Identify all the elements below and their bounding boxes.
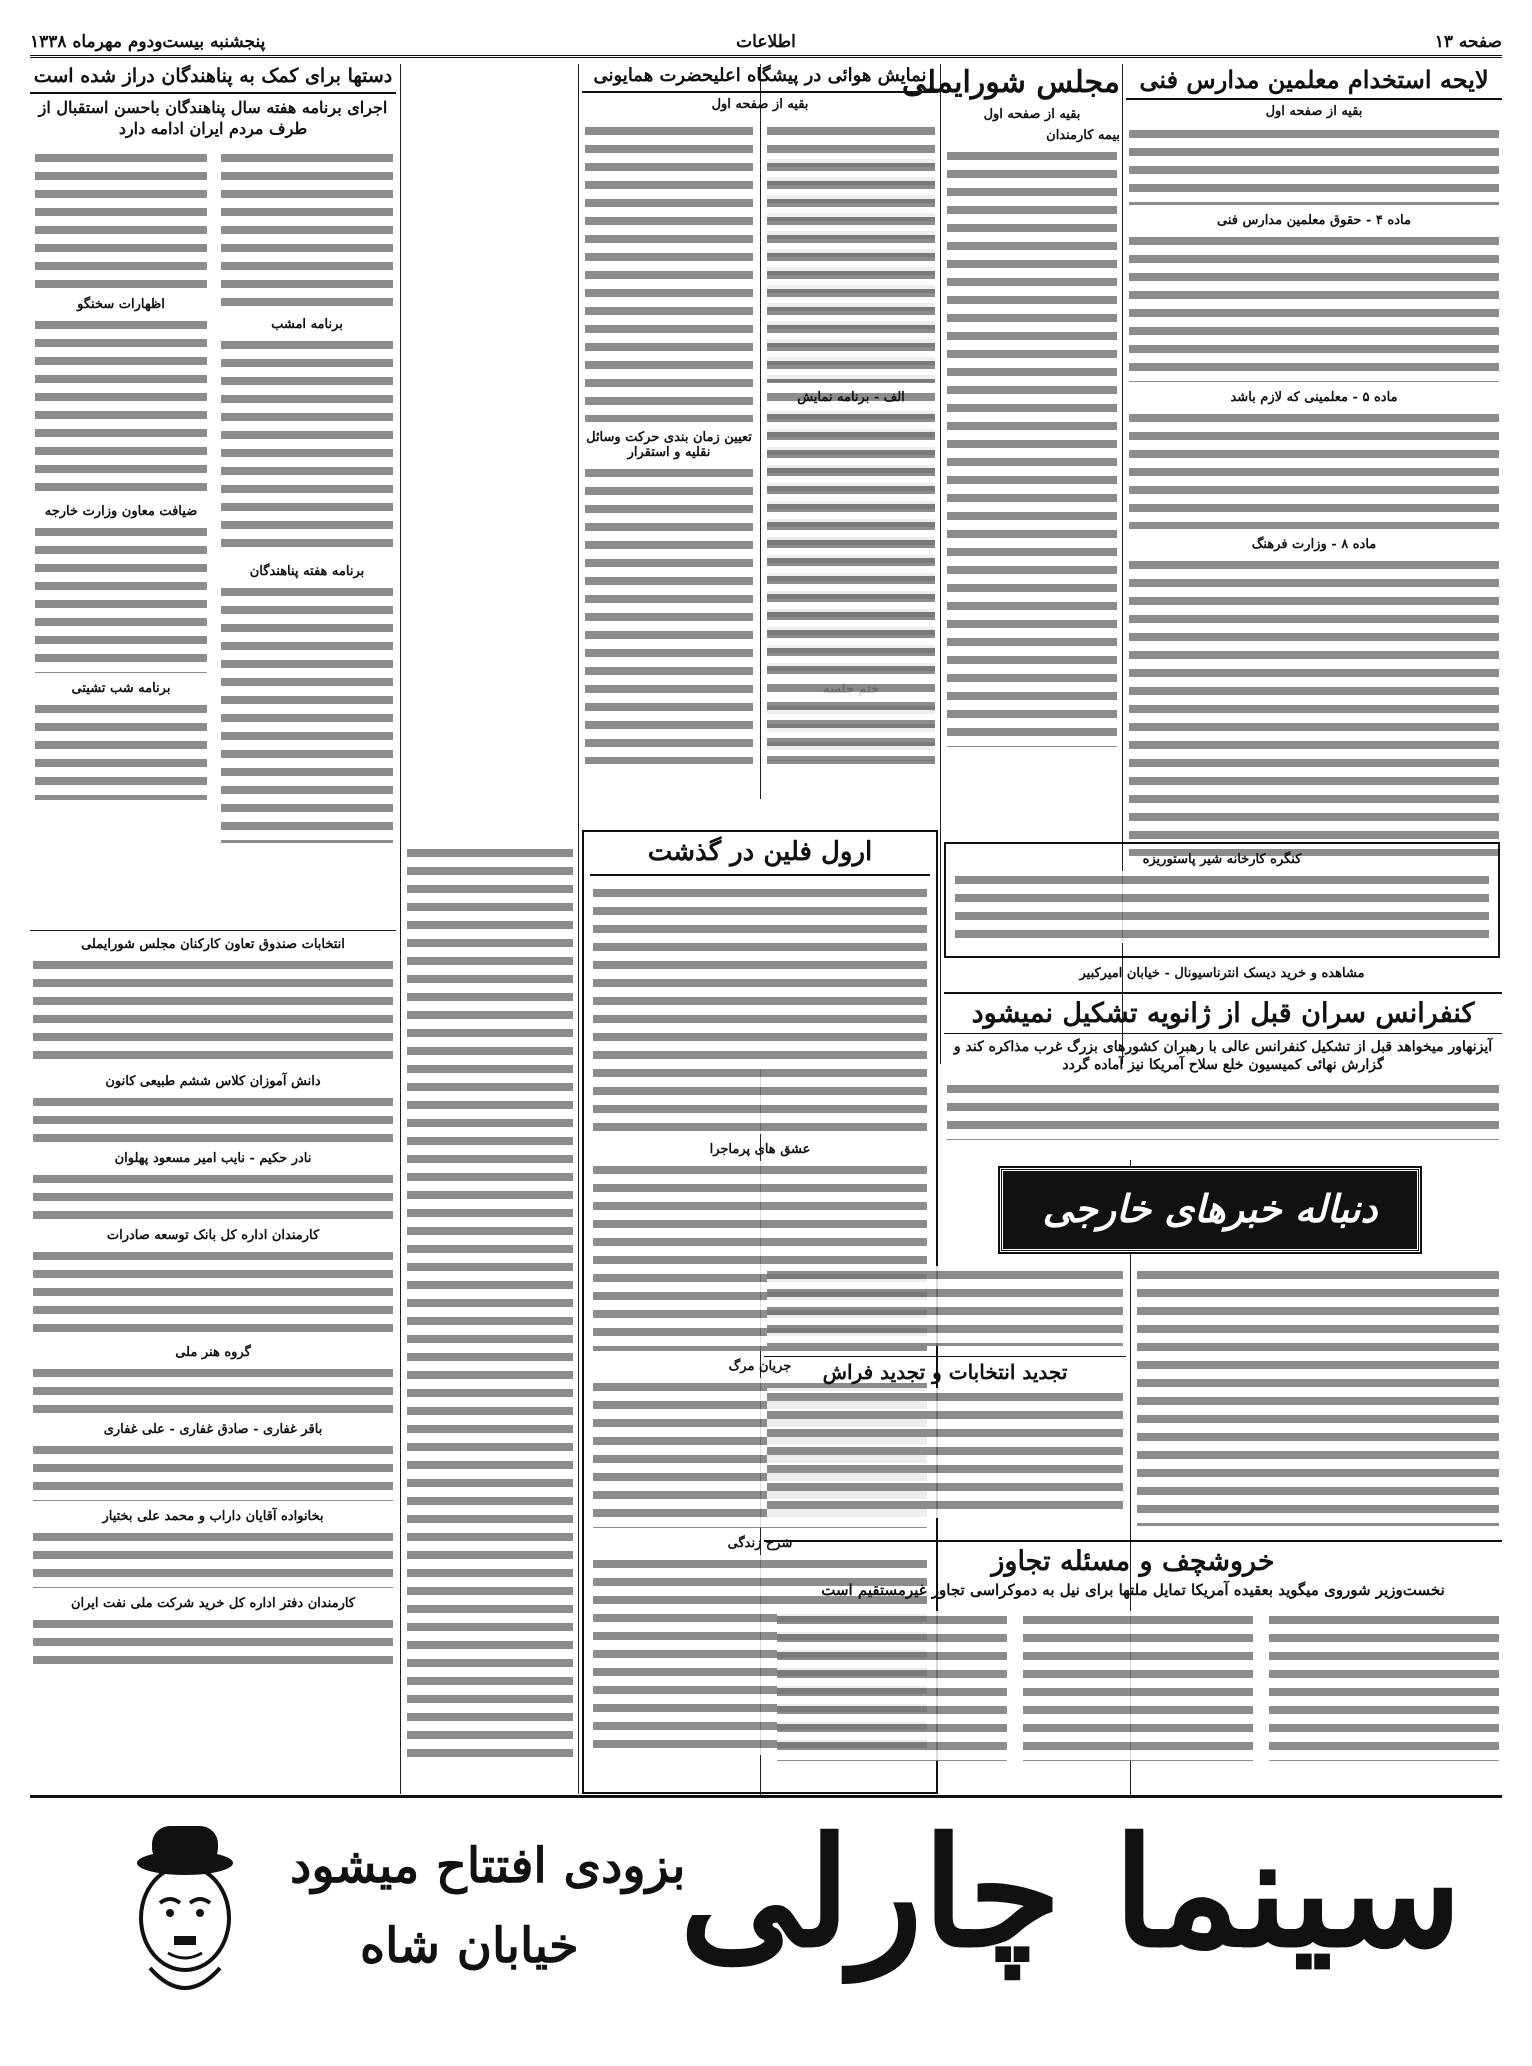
column-divider	[578, 64, 579, 1794]
body-text	[33, 1247, 393, 1337]
body-text	[947, 147, 1117, 747]
article-headline: دستها برای کمک به پناهندگان دراز شده است	[30, 66, 396, 94]
body-text	[1269, 1611, 1499, 1761]
body-text	[35, 316, 207, 496]
article-headline: مجلس شورایملی	[901, 65, 1120, 100]
timing-title: تعیین زمان بندی حرکت وسائل نقلیه و استقرار	[586, 429, 752, 460]
article-foreign-news	[764, 1262, 1126, 1352]
article-clause: ماده ۵ - معلمینی که لازم باشد	[1230, 389, 1398, 405]
subhead: بیمه کارمندان	[1046, 127, 1120, 143]
cinema-name: سینما چارلی	[679, 1805, 1462, 1981]
cinema-advertisement	[30, 1795, 1502, 2035]
article-headline: کنفرانس سران قبل از ژانویه تشکیل نمیشود	[944, 992, 1502, 1034]
issue-date: پنجشنبه بیست‌ودوم مهرماه ۱۳۳۸	[30, 32, 266, 52]
body-text	[1129, 125, 1499, 205]
notice-title: باقر غفاری - صادق غفاری - علی غفاری	[103, 1422, 323, 1437]
body-text	[767, 122, 935, 382]
body-text	[767, 1266, 1123, 1346]
notice-title: کارمندان دفتر اداره کل خرید شرکت ملی نفت ایران	[70, 1596, 356, 1611]
notice-title: دانش آموزان کلاس ششم طبیعی کانون	[105, 1074, 321, 1089]
condolence-notices	[30, 930, 396, 1790]
article-parliament	[901, 65, 1120, 836]
body-text	[221, 583, 393, 843]
article-headline: خروشچف و مسئله تجاوز	[764, 1540, 1502, 1577]
body-text	[407, 844, 573, 1764]
article-subhead: نخست‌وزیر شوروی میگوید بعقیده آمریکا تمایل ملتها برای نیل به دموکراسی تجاوز غیرمستقیم است	[821, 1581, 1445, 1600]
body-text	[35, 149, 207, 289]
record-store-ad	[944, 962, 1500, 988]
article-clause: ماده ۸ - وزارت فرهنگ	[1251, 536, 1377, 552]
article-khrushchev	[764, 1540, 1502, 1790]
body-text	[593, 884, 927, 1134]
body-text	[35, 700, 207, 800]
subhead: عشق های پرماجرا	[709, 1141, 811, 1157]
body-text	[35, 523, 207, 673]
section-title: برنامه شب تشیتی	[71, 681, 171, 697]
article-clause: ماده ۴ - حقوق معلمین مدارس فنی	[1217, 212, 1411, 228]
article-subhead: اجرای برنامه هفته سال پناهندگان باحسن استقبال از طرف مردم ایران ادامه دارد	[38, 97, 388, 138]
section-title: ضیافت معاون وزارت خارجه	[44, 504, 198, 520]
page-number: صفحه ۱۳	[1434, 32, 1502, 52]
notice-title: کارمندان اداره کل بانک توسعه صادرات	[106, 1228, 320, 1243]
body-text	[955, 871, 1489, 943]
continued-label: بقیه از صفحه اول	[983, 106, 1081, 122]
foreign-news-banner	[1000, 1168, 1420, 1252]
article-uk-elections	[764, 1356, 1126, 1536]
charlie-chaplin-icon	[110, 1818, 260, 2018]
section-title: برنامه امشب	[271, 317, 343, 333]
body-text	[33, 1093, 393, 1143]
section-title: برنامه هفته پناهندگان	[249, 564, 365, 580]
body-text	[33, 1364, 393, 1414]
body-text	[33, 1528, 393, 1588]
body-text	[585, 464, 753, 764]
ad-line-street: خیابان شاه	[360, 1918, 579, 1974]
body-text	[1023, 1611, 1253, 1761]
store-line: مشاهده و خرید دیسک انترناسیونال - خیابان امیرکبیر	[1079, 966, 1365, 981]
program-title: الف - برنامه نمایش	[797, 389, 905, 405]
factory-notice-box	[944, 842, 1500, 958]
notice-title: گروه هنر ملی	[175, 1345, 251, 1360]
subhead: جریان مرگ	[728, 1358, 792, 1374]
article-headline: تجدید انتخابات و تجدید فراش	[764, 1356, 1126, 1384]
article-refugees	[30, 66, 396, 926]
body-text	[33, 956, 393, 1066]
notice-title: بخانواده آقایان داراب و محمد علی بختیار	[102, 1509, 324, 1524]
body-text	[33, 1441, 393, 1501]
body-text	[777, 1611, 1007, 1761]
article-airshow	[582, 66, 938, 826]
paper-name: اطلاعات	[736, 32, 796, 52]
article-headline: نمایش هوائی در پیشگاه اعلیحضرت همایونی	[582, 66, 938, 93]
body-text	[33, 1615, 393, 1665]
body-text	[1129, 409, 1499, 529]
article-subhead: آیزنهاور میخواهد قبل از تشکیل کنفرانس عالی با رهبران کشورهای بزرگ غرب مذاکره کند و گزارش نهائی کمیسیون خلع سلاح آمریکا نیز آماده گردد	[953, 1039, 1493, 1074]
article-headline: ارول فلین در گذشت	[590, 838, 930, 876]
notice-headline: کنگره کارخانه شیر پاستوریزه	[1142, 852, 1302, 867]
continued-label: بقیه از صفحه اول	[1265, 103, 1363, 119]
column-divider	[400, 64, 401, 1794]
body-text	[1129, 556, 1499, 856]
body-text	[221, 336, 393, 556]
article-summit-cont	[1134, 1262, 1502, 1532]
notice-title: نادر حکیم - نایب امیر مسعود پهلوان	[114, 1151, 312, 1166]
article-headline: لایحه استخدام معلمین مدارس فنی	[1126, 66, 1502, 100]
subhead: شرح زندگی	[727, 1535, 793, 1551]
page-masthead	[30, 30, 1502, 58]
body-text	[1129, 232, 1499, 382]
body-text	[1137, 1266, 1499, 1526]
continued-label: بقیه از صفحه اول	[711, 96, 809, 112]
section-title: اظهارات سخنگو	[77, 297, 165, 313]
ad-line-opening: بزودی افتتاح میشود	[290, 1838, 686, 1894]
body-text	[947, 1080, 1499, 1140]
body-text	[33, 1170, 393, 1220]
column-divider	[940, 64, 941, 1064]
article-airshow-cont	[404, 840, 576, 1790]
body-text	[221, 149, 393, 309]
body-text	[585, 122, 753, 422]
banner-text: دنباله خبرهای خارجی	[1042, 1186, 1378, 1231]
notice-title: انتخابات صندوق تعاون کارکنان مجلس شورایملی	[81, 937, 345, 952]
article-summit	[944, 992, 1502, 1162]
body-text	[767, 409, 935, 769]
body-text	[767, 1388, 1123, 1518]
